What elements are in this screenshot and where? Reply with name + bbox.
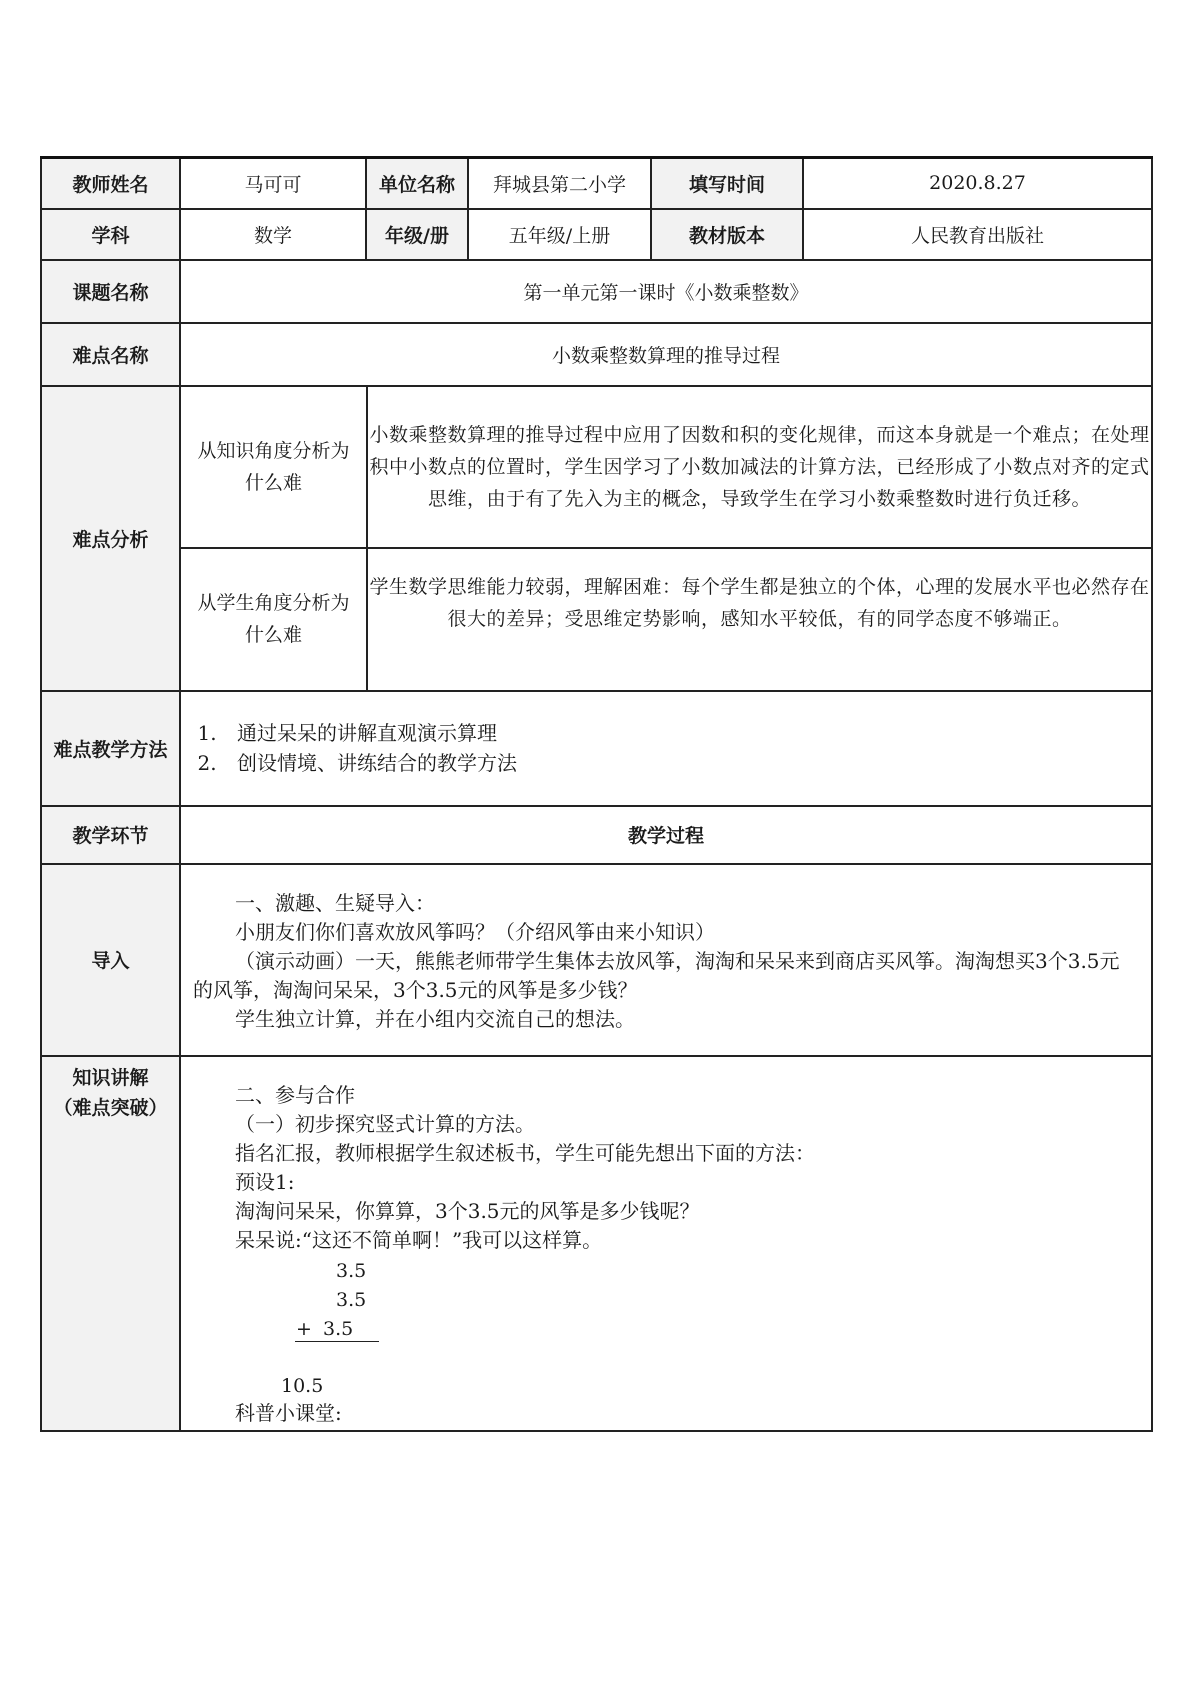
fill-date-label: 填写时间 <box>651 158 803 209</box>
vertical-addition <box>193 1255 1135 1405</box>
intro-content <box>180 864 1152 1056</box>
addend-1: 3.5 <box>336 1259 367 1282</box>
difficulty-value: 小数乘整数算理的推导过程 <box>180 323 1152 386</box>
knowledge-line: 指名汇报，教师根据学生叙述板书，学生可能先想出下面的方法： <box>235 1140 815 1165</box>
lesson-plan-table <box>40 156 1153 1432</box>
topic-value: 第一单元第一课时《小数乘整数》 <box>180 260 1152 323</box>
grade-value: 五年级/上册 <box>468 209 651 260</box>
methods-content <box>180 691 1152 806</box>
process-header-value: 教学过程 <box>180 806 1152 864</box>
analysis-row <box>41 386 1152 691</box>
teacher-name-label: 教师姓名 <box>41 158 180 209</box>
knowledge-analysis-label: 从知识角度分析为什么难 <box>181 387 367 548</box>
unit-name-label: 单位名称 <box>366 158 468 209</box>
method-item: 2. 创设情境、讲练结合的教学方法 <box>223 748 1151 778</box>
analysis-label: 难点分析 <box>41 386 180 691</box>
sum-result: 10.5 <box>281 1374 324 1397</box>
intro-line: 一、激趣、生疑导入： <box>235 890 435 915</box>
intro-row <box>41 864 1152 1056</box>
knowledge-analysis-text: 小数乘整数算理的推导过程中应用了因数和积的变化规律，而这本身就是一个难点；在处理积中小数点的位置时，学生因学习了小数加减法的计算方法，已经形成了小数点对齐的定式思维，由于有了先入为主的概念，导致学生在学习小数乘整数时进行负迁移。 <box>369 423 1150 510</box>
addend-3: 3.5 <box>323 1317 354 1340</box>
process-step-label: 教学环节 <box>41 806 180 864</box>
method-item: 1. 通过呆呆的讲解直观演示算理 <box>223 718 1151 748</box>
header-row-2 <box>41 209 1152 260</box>
knowledge-footer: 科普小课堂: <box>235 1400 342 1425</box>
knowledge-line: 二、参与合作 <box>235 1082 355 1107</box>
student-analysis-text: 学生数学思维能力较弱，理解困难：每个学生都是独立的个体，心理的发展水平也必然存在很大的差异；受思维定势影响，感知水平较低，有的同学态度不够端正。 <box>367 548 1151 690</box>
knowledge-label <box>41 1056 180 1431</box>
fill-date-value: 2020.8.27 <box>803 158 1152 209</box>
knowledge-row <box>41 1056 1152 1431</box>
intro-line: 学生独立计算，并在小组内交流自己的想法。 <box>235 1006 635 1031</box>
knowledge-analysis-row <box>181 387 1151 548</box>
grade-label: 年级/册 <box>366 209 468 260</box>
knowledge-label-line1: 知识讲解 <box>72 1066 149 1089</box>
topic-row <box>41 260 1152 323</box>
unit-name-value: 拜城县第二小学 <box>468 158 651 209</box>
knowledge-line: 呆呆说:“这还不简单啊！”我可以这样算。 <box>235 1227 603 1252</box>
plus-sign: + <box>296 1317 312 1340</box>
intro-line: （演示动画）一天，熊熊老师带学生集体去放风筝，淘淘和呆呆来到商店买风筝。淘淘想买3个3.5元的风筝，淘淘问呆呆，3个3.5元的风筝是多少钱？ <box>193 948 1120 1002</box>
teacher-name-value: 马可可 <box>180 158 366 209</box>
knowledge-line: 预设1: <box>235 1169 295 1194</box>
analysis-inner-table <box>181 387 1151 690</box>
knowledge-line: 淘淘问呆呆，你算算，3个3.5元的风筝是多少钱呢？ <box>235 1198 700 1223</box>
addend-2: 3.5 <box>336 1288 367 1311</box>
analysis-content <box>180 386 1152 691</box>
methods-row <box>41 691 1152 806</box>
knowledge-line: （一）初步探究竖式计算的方法。 <box>235 1111 535 1136</box>
student-analysis-row <box>181 548 1151 690</box>
student-analysis-label: 从学生角度分析为什么难 <box>181 548 367 690</box>
subject-label: 学科 <box>41 209 180 260</box>
intro-line: 小朋友们你们喜欢放风筝吗？（介绍风筝由来小知识） <box>235 919 715 944</box>
difficulty-row <box>41 323 1152 386</box>
methods-label: 难点教学方法 <box>41 691 180 806</box>
knowledge-content <box>180 1056 1152 1431</box>
topic-label: 课题名称 <box>41 260 180 323</box>
process-header-row <box>41 806 1152 864</box>
knowledge-label-line2: （难点突破） <box>53 1096 168 1119</box>
edition-label: 教材版本 <box>651 209 803 260</box>
edition-value: 人民教育出版社 <box>803 209 1152 260</box>
subject-value: 数学 <box>180 209 366 260</box>
difficulty-label: 难点名称 <box>41 323 180 386</box>
sum-rule <box>295 1341 379 1342</box>
methods-list <box>181 708 1151 788</box>
header-row-1 <box>41 158 1152 209</box>
intro-label: 导入 <box>41 864 180 1056</box>
